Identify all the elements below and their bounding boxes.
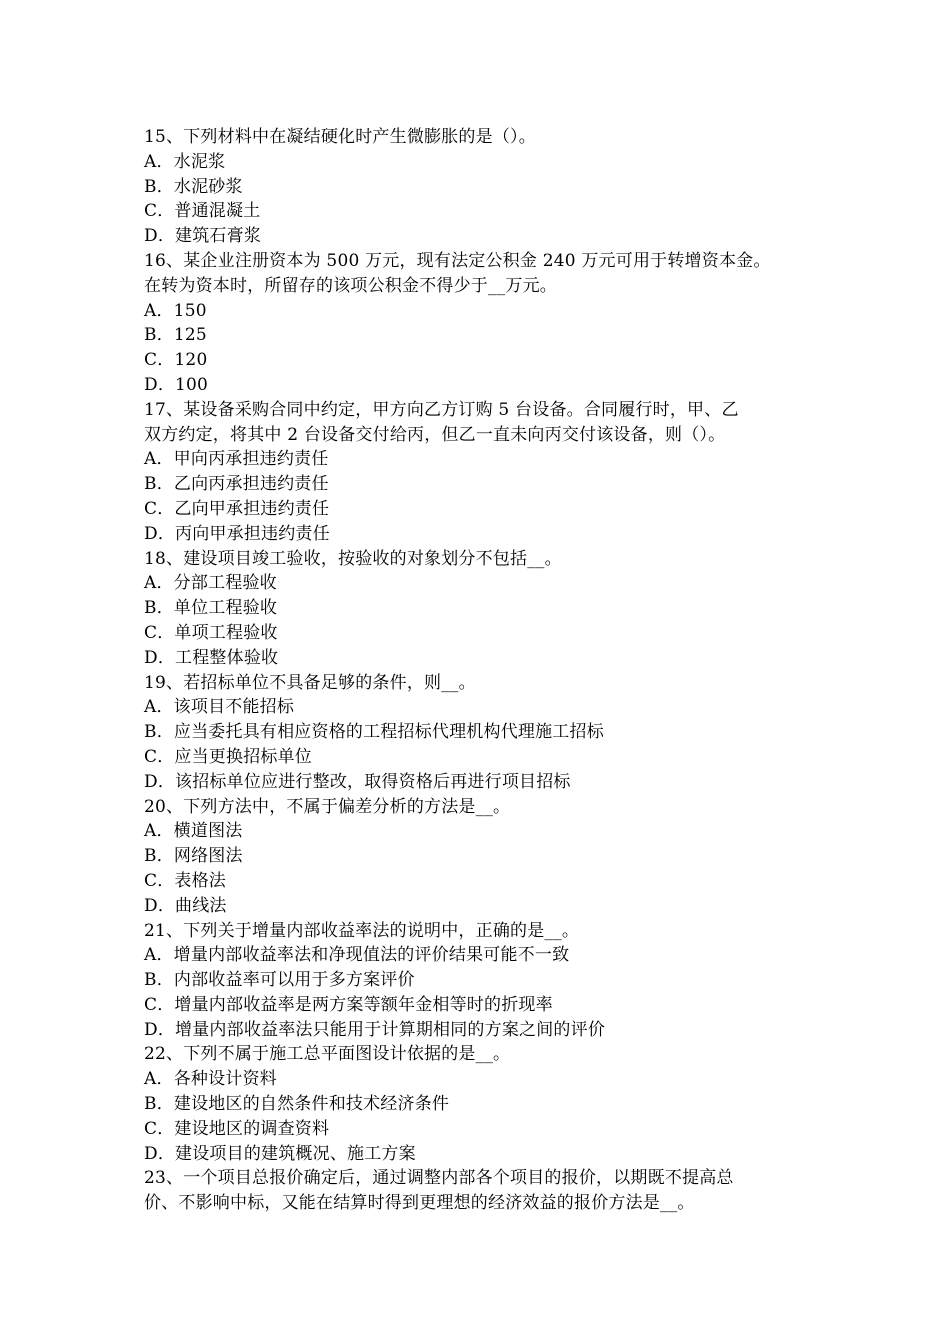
question-block <box>144 1042 824 1166</box>
question-block <box>144 795 824 919</box>
answer-option: C．增量内部收益率是两方案等额年金相等时的折现率 <box>144 994 553 1015</box>
question-text: 18、建设项目竣工验收，按验收的对象划分不包括__。 <box>144 548 562 569</box>
answer-option: D．增量内部收益率法只能用于计算期相同的方案之间的评价 <box>144 1019 606 1040</box>
question-block <box>144 125 824 249</box>
question-text: 双方约定，将其中 2 台设备交付给丙，但乙一直未向丙交付该设备，则（）。 <box>144 424 726 445</box>
question-text: 17、某设备采购合同中约定，甲方向乙方订购 5 台设备。合同履行时，甲、乙 <box>144 399 739 420</box>
question-block <box>144 1166 824 1216</box>
answer-option: D．该招标单位应进行整改，取得资格后再进行项目招标 <box>144 771 571 792</box>
answer-option: A．增量内部收益率法和净现值法的评价结果可能不一致 <box>144 945 570 966</box>
question-block <box>144 547 824 671</box>
question-text: 在转为资本时，所留存的该项公积金不得少于__万元。 <box>144 275 557 296</box>
question-text: 16、某企业注册资本为 500 万元，现有法定公积金 240 万元可用于转增资本金。 <box>144 250 771 271</box>
answer-option: A．分部工程验收 <box>144 573 277 594</box>
answer-option: A．该项目不能招标 <box>144 697 295 718</box>
answer-option: C．建设地区的调查资料 <box>144 1118 330 1139</box>
answer-option: C．单项工程验收 <box>144 622 278 643</box>
answer-option: B．125 <box>144 325 207 346</box>
answer-option: A．横道图法 <box>144 821 243 842</box>
question-block <box>144 249 824 398</box>
answer-option: A．水泥浆 <box>144 151 226 172</box>
question-text: 20、下列方法中，不属于偏差分析的方法是__。 <box>144 796 511 817</box>
question-text: 21、下列关于增量内部收益率法的说明中，正确的是__。 <box>144 920 580 941</box>
answer-option: D．曲线法 <box>144 895 227 916</box>
answer-option: D．工程整体验收 <box>144 647 279 668</box>
question-text: 15、下列材料中在凝结硬化时产生微膨胀的是（）。 <box>144 127 536 147</box>
question-block <box>144 398 824 547</box>
question-block <box>144 919 824 1043</box>
question-text: 价、不影响中标，又能在结算时得到更理想的经济效益的报价方法是__。 <box>144 1193 695 1214</box>
answer-option: A．甲向丙承担违约责任 <box>144 449 329 470</box>
answer-option: C．表格法 <box>144 870 227 891</box>
answer-option: B．应当委托具有相应资格的工程招标代理机构代理施工招标 <box>144 722 604 743</box>
question-block <box>144 671 824 795</box>
question-list <box>144 125 824 1216</box>
answer-option: D．建设项目的建筑概况、施工方案 <box>144 1143 416 1164</box>
answer-option: D．100 <box>144 374 209 395</box>
answer-option: B．建设地区的自然条件和技术经济条件 <box>144 1094 450 1115</box>
question-text: 19、若招标单位不具备足够的条件，则__。 <box>144 672 476 693</box>
answer-option: A．150 <box>144 300 207 321</box>
answer-option: B．内部收益率可以用于多方案评价 <box>144 970 415 991</box>
answer-option: C．120 <box>144 350 208 371</box>
question-text: 23、一个项目总报价确定后，通过调整内部各个项目的报价，以期既不提高总 <box>144 1168 734 1189</box>
answer-option: D．建筑石膏浆 <box>144 226 262 247</box>
answer-option: C．乙向甲承担违约责任 <box>144 498 330 519</box>
answer-option: B．水泥砂浆 <box>144 176 243 197</box>
answer-option: B．乙向丙承担违约责任 <box>144 474 329 495</box>
answer-option: C．应当更换招标单位 <box>144 746 313 767</box>
answer-option: B．单位工程验收 <box>144 598 278 619</box>
answer-option: C．普通混凝土 <box>144 201 261 222</box>
answer-option: D．丙向甲承担违约责任 <box>144 523 330 544</box>
answer-option: A．各种设计资料 <box>144 1069 277 1090</box>
answer-option: B．网络图法 <box>144 846 243 867</box>
question-text: 22、下列不属于施工总平面图设计依据的是__。 <box>144 1044 511 1065</box>
